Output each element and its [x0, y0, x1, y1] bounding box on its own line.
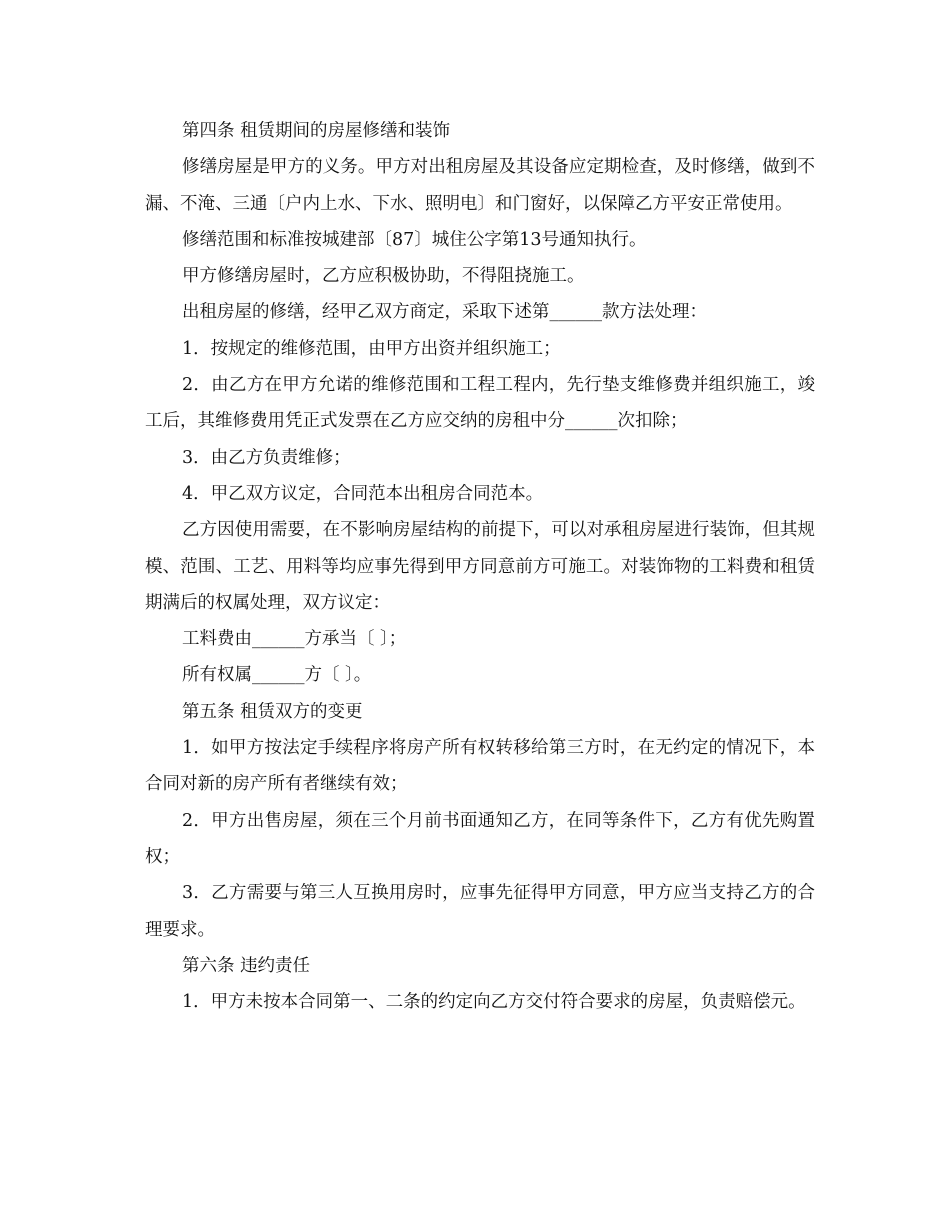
paragraph: 乙方因使用需要，在不影响房屋结构的前提下，可以对承租房屋进行装饰，但其规模、范围、工艺、用料等均应事先得到甲方同意前方可施工。对装饰物的工料费和租赁期满后的权属处理，双方议定： — [145, 520, 815, 613]
article-6-heading: 第六条 违约责任 — [182, 955, 311, 976]
list-item: 2．由乙方在甲方允诺的维修范围和工程工程内，先行垫支维修费并组织施工，竣工后，其维修费用凭正式发票在乙方应交纳的房租中分______次扣除； — [145, 375, 815, 432]
paragraph: 工料费由______方承当〔 〕； — [182, 629, 407, 650]
paragraph: 修缮房屋是甲方的义务。甲方对出租房屋及其设备应定期检查，及时修缮，做到不漏、不淹、三通〔户内上水、下水、照明电〕和门窗好，以保障乙方平安正常使用。 — [145, 157, 815, 214]
list-item: 1．按规定的维修范围，由甲方出资并组织施工； — [182, 338, 561, 359]
document-body — [145, 113, 815, 1020]
list-item: 4．甲乙双方议定，合同范本出租房合同范本。 — [182, 483, 544, 504]
list-item: 3．由乙方负责维修； — [182, 447, 351, 468]
paragraph: 出租房屋的修缮，经甲乙双方商定，采取下述第______款方法处理： — [182, 302, 707, 323]
article-4-heading: 第四条 租赁期间的房屋修缮和装饰 — [182, 121, 451, 141]
article-5-heading: 第五条 租赁双方的变更 — [182, 701, 363, 722]
paragraph: 甲方修缮房屋时，乙方应积极协助，不得阻挠施工。 — [182, 266, 585, 287]
paragraph: 修缮范围和标准按城建部〔87〕城住公字第13号通知执行。 — [182, 229, 647, 250]
list-item: 1．如甲方按法定手续程序将房产所有权转移给第三方时，在无约定的情况下，本合同对新的房产所有者继续有效； — [145, 738, 815, 795]
list-item: 3．乙方需要与第三人互换用房时，应事先征得甲方同意，甲方应当支持乙方的合理要求。 — [145, 883, 815, 940]
paragraph: 所有权属______方〔 〕。 — [182, 665, 372, 686]
list-item: 1．甲方未按本合同第一、二条的约定向乙方交付符合要求的房屋，负责赔偿元。 — [182, 992, 806, 1013]
list-item: 2．甲方出售房屋，须在三个月前书面通知乙方，在同等条件下，乙方有优先购置权； — [145, 810, 815, 867]
